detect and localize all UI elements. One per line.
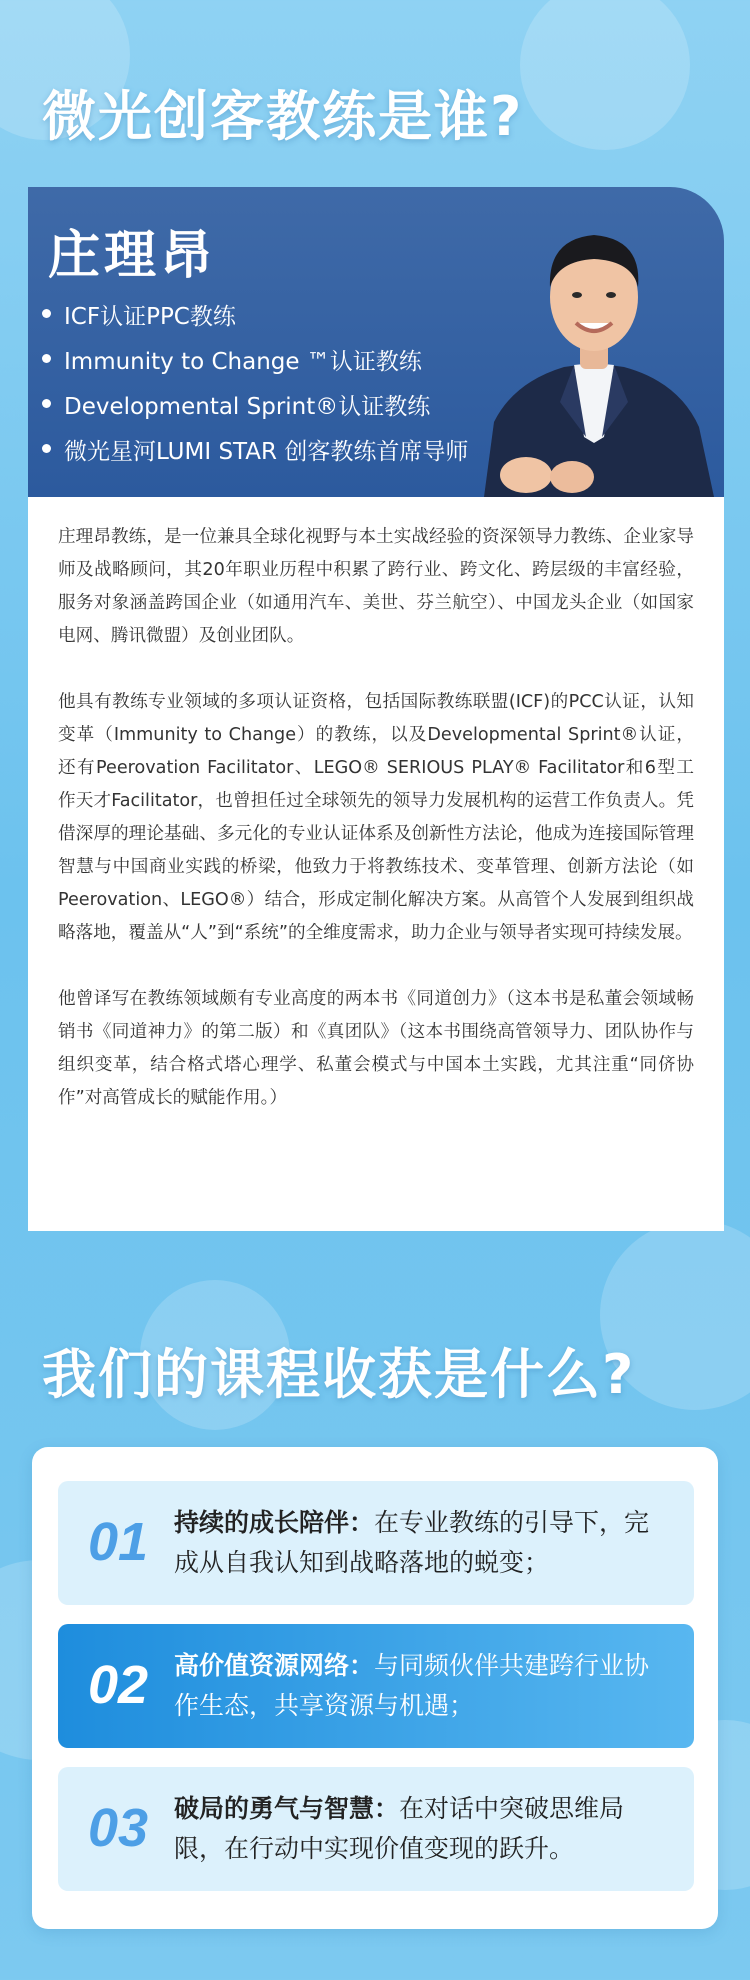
outcome-title: 高价值资源网络：	[174, 1651, 375, 1680]
coach-portrait	[464, 187, 724, 497]
coach-header	[28, 187, 724, 497]
outcome-title: 持续的成长陪伴：	[174, 1508, 375, 1537]
credential-list	[38, 295, 468, 475]
bio-paragraph: 他曾译写在教练领域颇有专业高度的两本书《同道创力》（这本书是私董会领域畅销书《同道神力》的第二版）和《真团队》（这本书围绕高管领导力、团队协作与组织变革，结合格式塔心理学、私董会模式与中国本土实践，尤其注重“同侪协作”对高管成长的赋能作用。）	[58, 989, 694, 1108]
outcome-number: 02	[88, 1655, 149, 1715]
outcome-item	[58, 1624, 694, 1748]
credential-item: 微光星河LUMI STAR 创客教练首席导师	[38, 430, 468, 475]
coach-profile-card	[28, 187, 724, 1231]
outcomes-card	[32, 1447, 718, 1929]
outcome-description	[174, 1503, 674, 1583]
outcome-title: 破局的勇气与智慧：	[174, 1794, 400, 1823]
outcome-item	[58, 1767, 694, 1891]
credential-item: ICF认证PPC教练	[38, 295, 468, 340]
outcome-item	[58, 1481, 694, 1605]
outcome-number: 03	[88, 1798, 149, 1858]
bio-paragraph: 他具有教练专业领域的多项认证资格，包括国际教练联盟(ICF)的PCC认证，认知变革（Immunity to Change）的教练，以及Developmental Sprint®认证，还有Peerovation Facilitator、LEGO® SERIOUS PLAY® Facilitator和6型工作天才Facilitator，也曾担任过全球领先的领导力发展机构的运营工作负责人。凭借深厚的理论基础、多元化的专业认证体系及创新性方法论，他成为连接国际管理智慧与中国商业实践的桥梁，他致力于将教练技术、变革管理、创新方法论（如Peerovation、LEGO®）结合，形成定制化解决方案。从高管个人发展到组织战略落地，覆盖从“人”到“系统”的全维度需求，助力企业与领导者实现可持续发展。	[58, 692, 694, 943]
outcome-description	[174, 1789, 674, 1869]
bio-paragraph: 庄理昂教练，是一位兼具全球化视野与本土实战经验的资深领导力教练、企业家导师及战略顾问，其20年职业历程中积累了跨行业、跨文化、跨层级的丰富经验，服务对象涵盖跨国企业（如通用汽车、美世、芬兰航空）、中国龙头企业（如国家电网、腾讯微盟）及创业团队。	[58, 527, 694, 646]
outcome-detail: 与同频伙伴共建跨行业协作生态，共享资源与机遇；	[174, 1651, 650, 1720]
section-title-outcomes: 我们的课程收获是什么?	[42, 1343, 636, 1406]
section-title-who: 微光创客教练是谁?	[42, 85, 524, 148]
outcome-number: 01	[88, 1512, 149, 1572]
outcome-description	[174, 1646, 674, 1726]
credential-item: Immunity to Change ™认证教练	[38, 340, 468, 385]
coach-bio	[28, 497, 724, 1231]
coach-name: 庄理昂	[48, 226, 217, 286]
outcome-detail: 在专业教练的引导下，完成从自我认知到战略落地的蜕变；	[174, 1508, 650, 1577]
credential-item: Developmental Sprint®认证教练	[38, 385, 468, 430]
outcome-detail: 在对话中突破思维局限，在行动中实现价值变现的跃升。	[174, 1794, 625, 1863]
background-bubble	[520, 0, 690, 150]
